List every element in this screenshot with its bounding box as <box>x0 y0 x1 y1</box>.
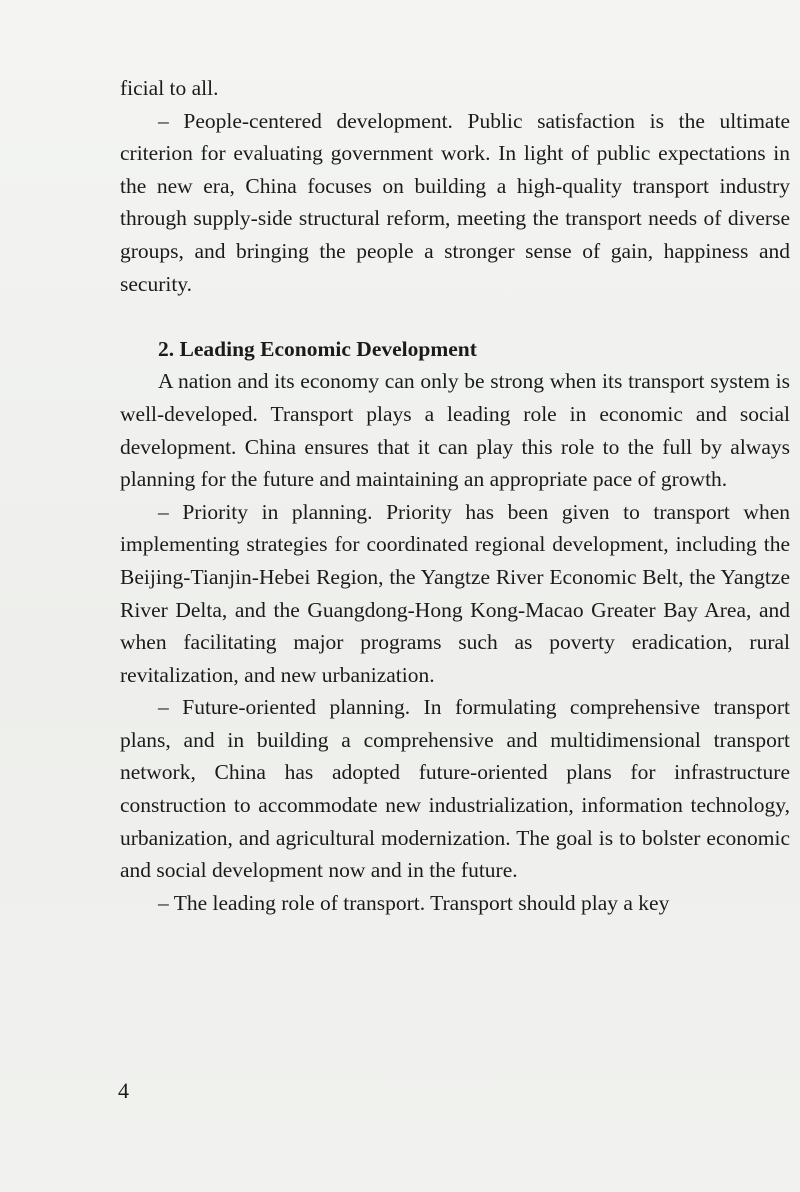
page-number: 4 <box>118 1078 129 1103</box>
section-heading: 2. Leading Economic Development <box>158 336 477 361</box>
paragraph-future-oriented: – Future-oriented planning. In formulating comprehensive transport plans, and in building a comprehensive and multidimensional transport network, China has adopted future-oriented plans for infrastructure construction to accommodate new industrialization, information technology, urbanization, and agricultural modernization. The goal is to bolster economic and social development now and in the future. <box>120 695 790 883</box>
paragraph-leading-role: – The leading role of transport. Transport should play a key <box>158 890 670 915</box>
paragraph-continuation: ficial to all. <box>120 76 219 100</box>
section-spacer <box>120 300 790 333</box>
body-text <box>120 72 790 919</box>
paragraph-people-centered: – People-centered development. Public satisfaction is the ultimate criterion for evaluating government work. In light of public expectations in the new era, China focuses on building a high-quality transport industry through supply-side structural reform, meeting the transport needs of diverse groups, and bringing the people a stronger sense of gain, happiness and security. <box>120 108 790 296</box>
paragraph-priority: – Priority in planning. Priority has been given to transport when implementing strategies for coordinated regional development, including the Beijing-Tianjin-Hebei Region, the Yangtze River Economic Belt, the Yangtze River Delta, and the Guangdong-Hong Kong-Macao Greater Bay Area, and when facilitating major programs such as poverty eradication, rural revitalization, and new urbanization. <box>120 499 790 687</box>
paragraph-intro: A nation and its economy can only be strong when its transport system is well-developed. Transport plays a leading role in economic and social development. China ensures that it can play this role to the full by always planning for the future and maintaining an appropriate pace of growth. <box>120 369 790 492</box>
